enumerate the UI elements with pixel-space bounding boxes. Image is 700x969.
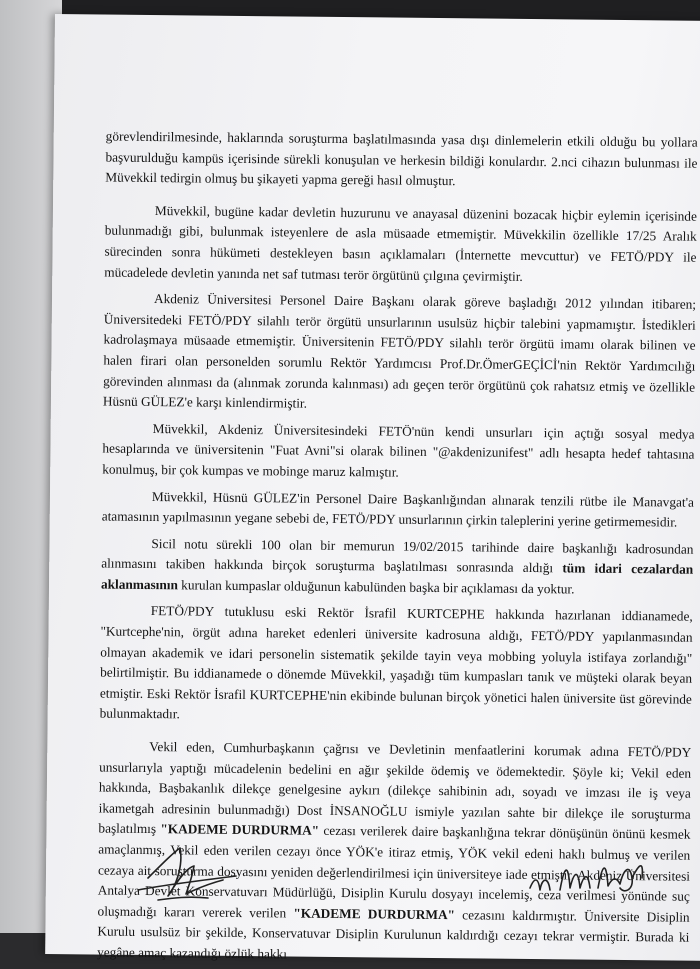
paragraph-8: Vekil eden, Cumhurbaşkanın çağrısı ve Devletinin menfaatlerini korumak adına FETÖ/PDY unsurlarıyla yaptığı mücadelenin bedelini en ağır şekilde ödemiş ve ödemektedir. Şöyle ki; Vekil eden hakkında, Başbakanlık dilekçe genelgesine aykırı (dilekçe sahibinin adı, soyadı ve imzası ile iş veya ikametgah adresinin bulunmadığı) Dost İNSANOĞLU ismiyle yazılan sahte bir dilekçe ile soruşturma başlatılmış "KADEME DURDURMA" cezası verilerek daire başkanlığına tekrar dönüşünün önünü kesmek amaçlanmış, Vekil eden verilen cezayı önce YÖK'e itiraz etmiş, YÖK vekil edeni haklı bulmuş ve verilen cezaya ait soruşturma dosyasını yeniden değerlendirilmesi için üniversiteye iade etmiştir. Akdeniz Üniversitesi Antalya Devlet Konservatuvarı Müdürlüğü, Disiplin Kurulu dosyayı incelemiş, ceza verilmesi yönünde suç oluşmadığı kararı vererek verilen "KADEME DURDURMA" cezasını kaldırmıştır. Üniversite Disiplin Kurulu usulsüz bir şekilde, Konservatuvar Disiplin Kurulunun kaldırdığı cezayı tekrar vermiştir. Burada ki yegâne amaç kazandığı özlük hakkı: [97, 739, 692, 962]
paragraph-7: FETÖ/PDY tutuklusu eski Rektör İsrafil KURTCEPHE hakkında hazırlanan iddianamede, "Kurtcephe'nin, örgüt adına hareket edenleri üniversite kadrosuna aldığı, FETÖ/PDY yapılanmasından olmayan akademik ve idari personelin sistematik şekilde tayin veya mobbing yoluyla istifaya zorlandığı" belirtilmiştir. Bu iddianamede o dönemde Müvekkil, yaşadığı tüm kumpasları tanık ve müşteki olarak beyan etmiştir. Eski Rektör İsrafil KURTCEPHE'nin ekibinde bulunan birçok yönetici halen üniversite üst görevinde bulunmaktadır.: [99, 603, 693, 722]
paragraph-4: Müvekkil, Akdeniz Üniversitesindeki FETÖ'nün kendi unsurları için açtığı sosyal medya hesaplarında ve üniversitenin "Fuat Avni"si olarak bilinen "@akdenizunifest" adlı hesapta hedef tahtasına konulmuş, bir çok kumpas ve mobinge maruz kalmıştır.: [102, 420, 695, 480]
emphasis-text: "KADEME DURDURMA": [293, 905, 456, 923]
paragraph-5: Müvekkil, Hüsnü GÜLEZ'in Personel Daire Başkanlığından alınarak tenzili rütbe ile Manavgat'a atamasının yapılmasının yegane sebebi de, FETÖ/PDY unsurlarının çirkin taleplerini yerine getirmemesidir.: [101, 488, 695, 530]
document-page: [45, 14, 700, 961]
paragraph-1: görevlendirilmesinde, haklarında soruşturma başlatılmasında yasa dışı dinlemelerin etkili olduğu bu yollara başvurulduğu kampüs içerisinde sürekli konuşulan ve herkesin bildiği konulardır. 2.nci cihazın bulunması ile Müvekkil tedirgin olmuş bu şikayeti yapma gereği hasıl olmuştur.: [105, 128, 698, 189]
paragraph-3: Akdeniz Üniversitesi Personel Daire Başkanı olarak göreve başladığı 2012 yılından itibaren; Üniversitedeki FETÖ/PDY silahlı terör örgütü unsurlarının usulsüz hiçbir talebini yapmamıştır. İstedikleri kadrolaşmaya müsaade etmemiştir. Üniversitenin FETÖ/PDY silahlı terör örgütü imamı olarak bilinen ve halen firari olan personelden sorumlu Rektör Yardımcısı Prof.Dr.ÖmerGEÇİCİ'nin Rektör Yardımcılığı görevinden alınması da (alınmak zorunda kalınması) adı geçen terör örgütünü çok rahatsız etmiş ve özellikle Hüsnü GÜLEZ'e karşı kinlendirmiştir.: [102, 291, 697, 411]
emphasis-text: tüm idari cezalardan aklanmasının: [100, 560, 694, 593]
signature-left: [128, 838, 248, 908]
signature-right: [520, 848, 670, 903]
emphasis-text: "KADEME DURDURMA": [160, 821, 320, 839]
paragraph-2: Müvekkil, bugüne kadar devletin huzurunu ve anayasal düzenini bozacak hiçbir eylemin içerisinde bulunmadığı gibi, bulunmak isteyenlere de asla müsaade etmemiştir. Müvekkilin özellikle 17/25 Aralık sürecinden sonra hükümeti destekleyen basın açıklamaları (İnternette mevcuttur) ve FETÖ/PDY ile mücadelede devletin yanında net saf tutması terör örgütünü çılgına çevirmiştir.: [104, 202, 697, 284]
paragraph-6: Sicil notu sürekli 100 olan bir memurun 19/02/2015 tarihinde daire başkanlığı kadrosundan alınmasını takiben hakkında birçok soruşturma başlatılması sonrasında aldığı tüm idari cezalardan aklanmasının kurulan kumpaslar olduğunun kabulünden başka bir açıklaması da yoktur.: [100, 535, 694, 597]
